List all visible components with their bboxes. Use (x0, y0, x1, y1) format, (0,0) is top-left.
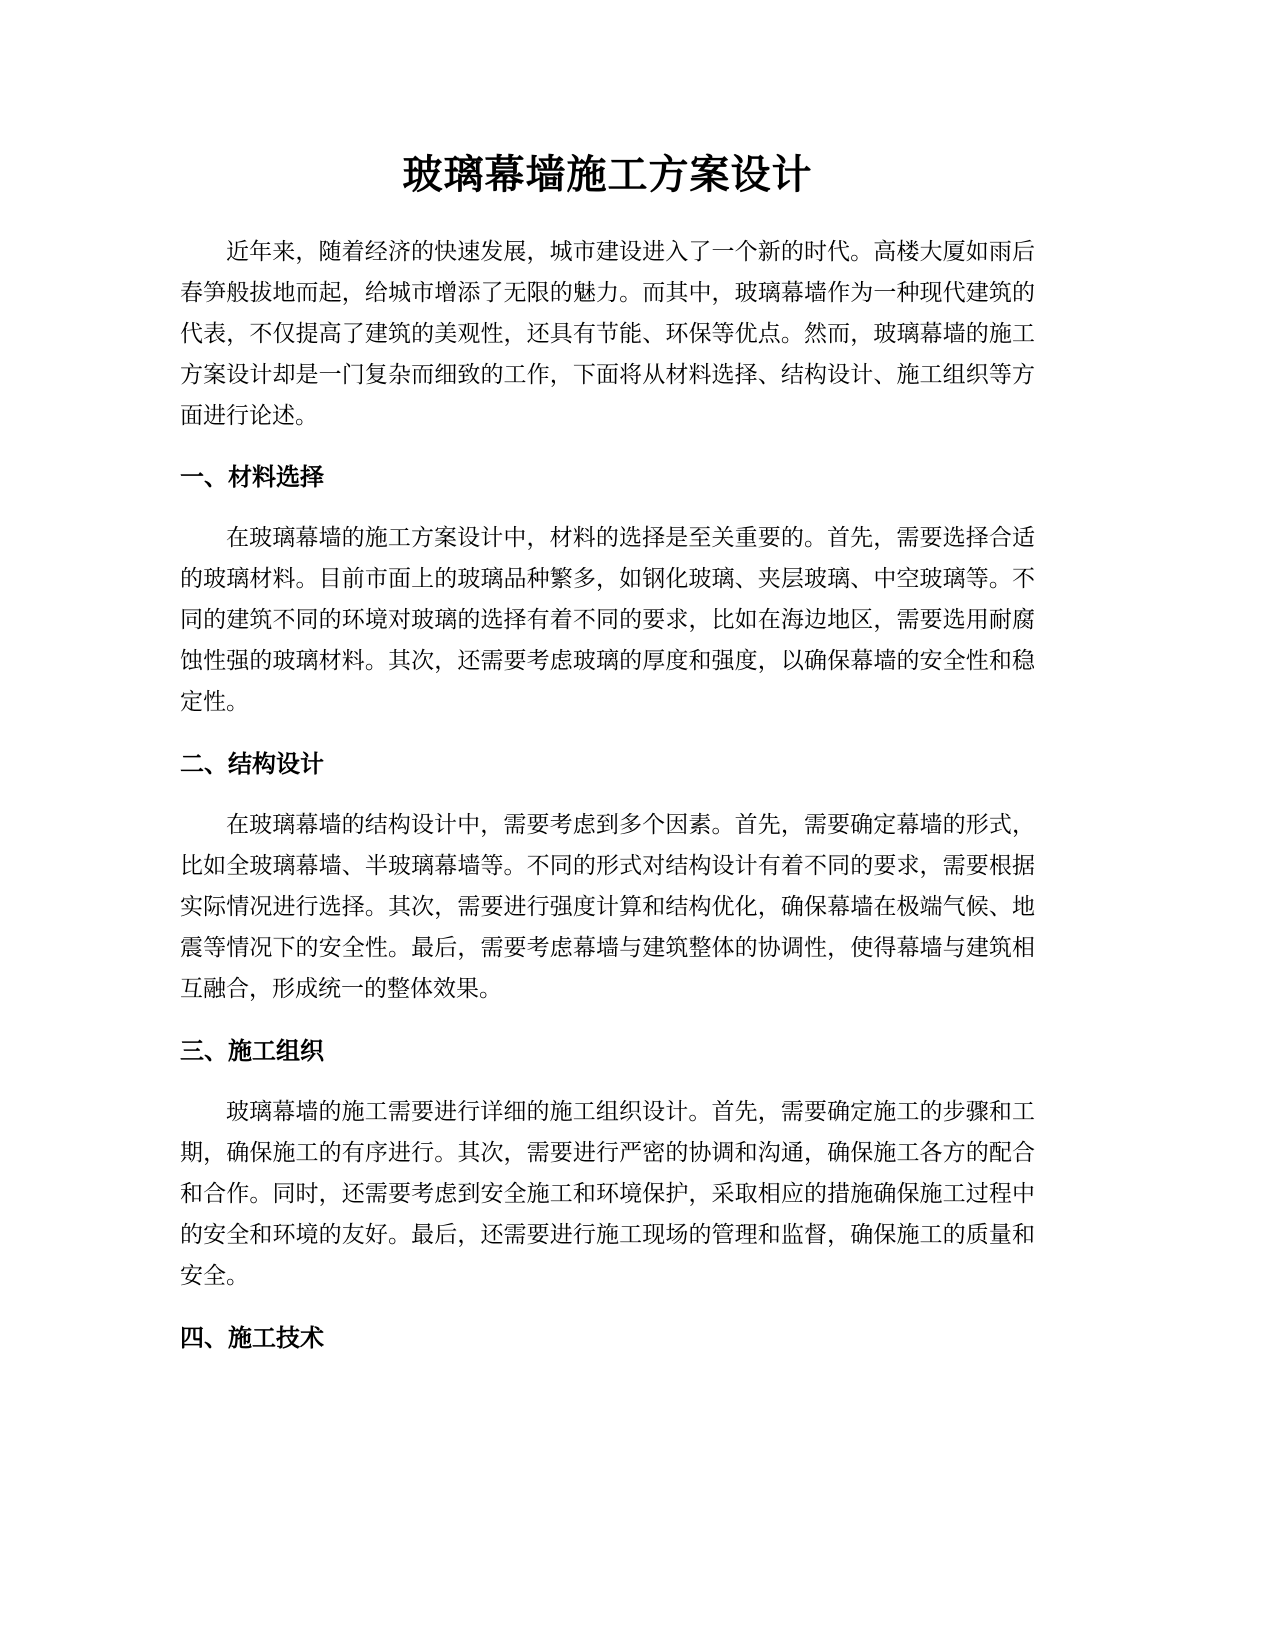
section-body-materials: 在玻璃幕墙的施工方案设计中，材料的选择是至关重要的。首先，需要选择合适的玻璃材料。目前市面上的玻璃品种繁多，如钢化玻璃、夹层玻璃、中空玻璃等。不同的建筑不同的环境对玻璃的选择有着不同的要求，比如在海边地区，需要选用耐腐蚀性强的玻璃材料。其次，还需要考虑玻璃的厚度和强度，以确保幕墙的安全性和稳定性。 (180, 525, 1035, 715)
section-body-structure: 在玻璃幕墙的结构设计中，需要考虑到多个因素。首先，需要确定幕墙的形式，比如全玻璃幕墙、半玻璃幕墙等。不同的形式对结构设计有着不同的要求，需要根据实际情况进行选择。其次，需要进行强度计算和结构优化，确保幕墙在极端气候、地震等情况下的安全性。最后，需要考虑幕墙与建筑整体的协调性，使得幕墙与建筑相互融合，形成统一的整体效果。 (180, 812, 1035, 1002)
section-heading-organization: 三、施工组织 (180, 1037, 324, 1065)
section-body-organization: 玻璃幕墙的施工需要进行详细的施工组织设计。首先，需要确定施工的步骤和工期，确保施工的有序进行。其次，需要进行严密的协调和沟通，确保施工各方的配合和合作。同时，还需要考虑到安全施工和环境保护，采取相应的措施确保施工过程中的安全和环境的友好。最后，还需要进行施工现场的管理和监督，确保施工的质量和安全。 (180, 1099, 1035, 1289)
section-heading-technique: 四、施工技术 (180, 1324, 324, 1352)
section-heading-structure: 二、结构设计 (180, 750, 324, 778)
document-title: 玻璃幕墙施工方案设计 (402, 152, 813, 198)
intro-paragraph: 近年来，随着经济的快速发展，城市建设进入了一个新的时代。高楼大厦如雨后春笋般拔地而起，给城市增添了无限的魅力。而其中，玻璃幕墙作为一种现代建筑的代表，不仅提高了建筑的美观性，还具有节能、环保等优点。然而，玻璃幕墙的施工方案设计却是一门复杂而细致的工作，下面将从材料选择、结构设计、施工组织等方面进行论述。 (180, 239, 1035, 429)
section-heading-materials: 一、材料选择 (180, 463, 324, 491)
